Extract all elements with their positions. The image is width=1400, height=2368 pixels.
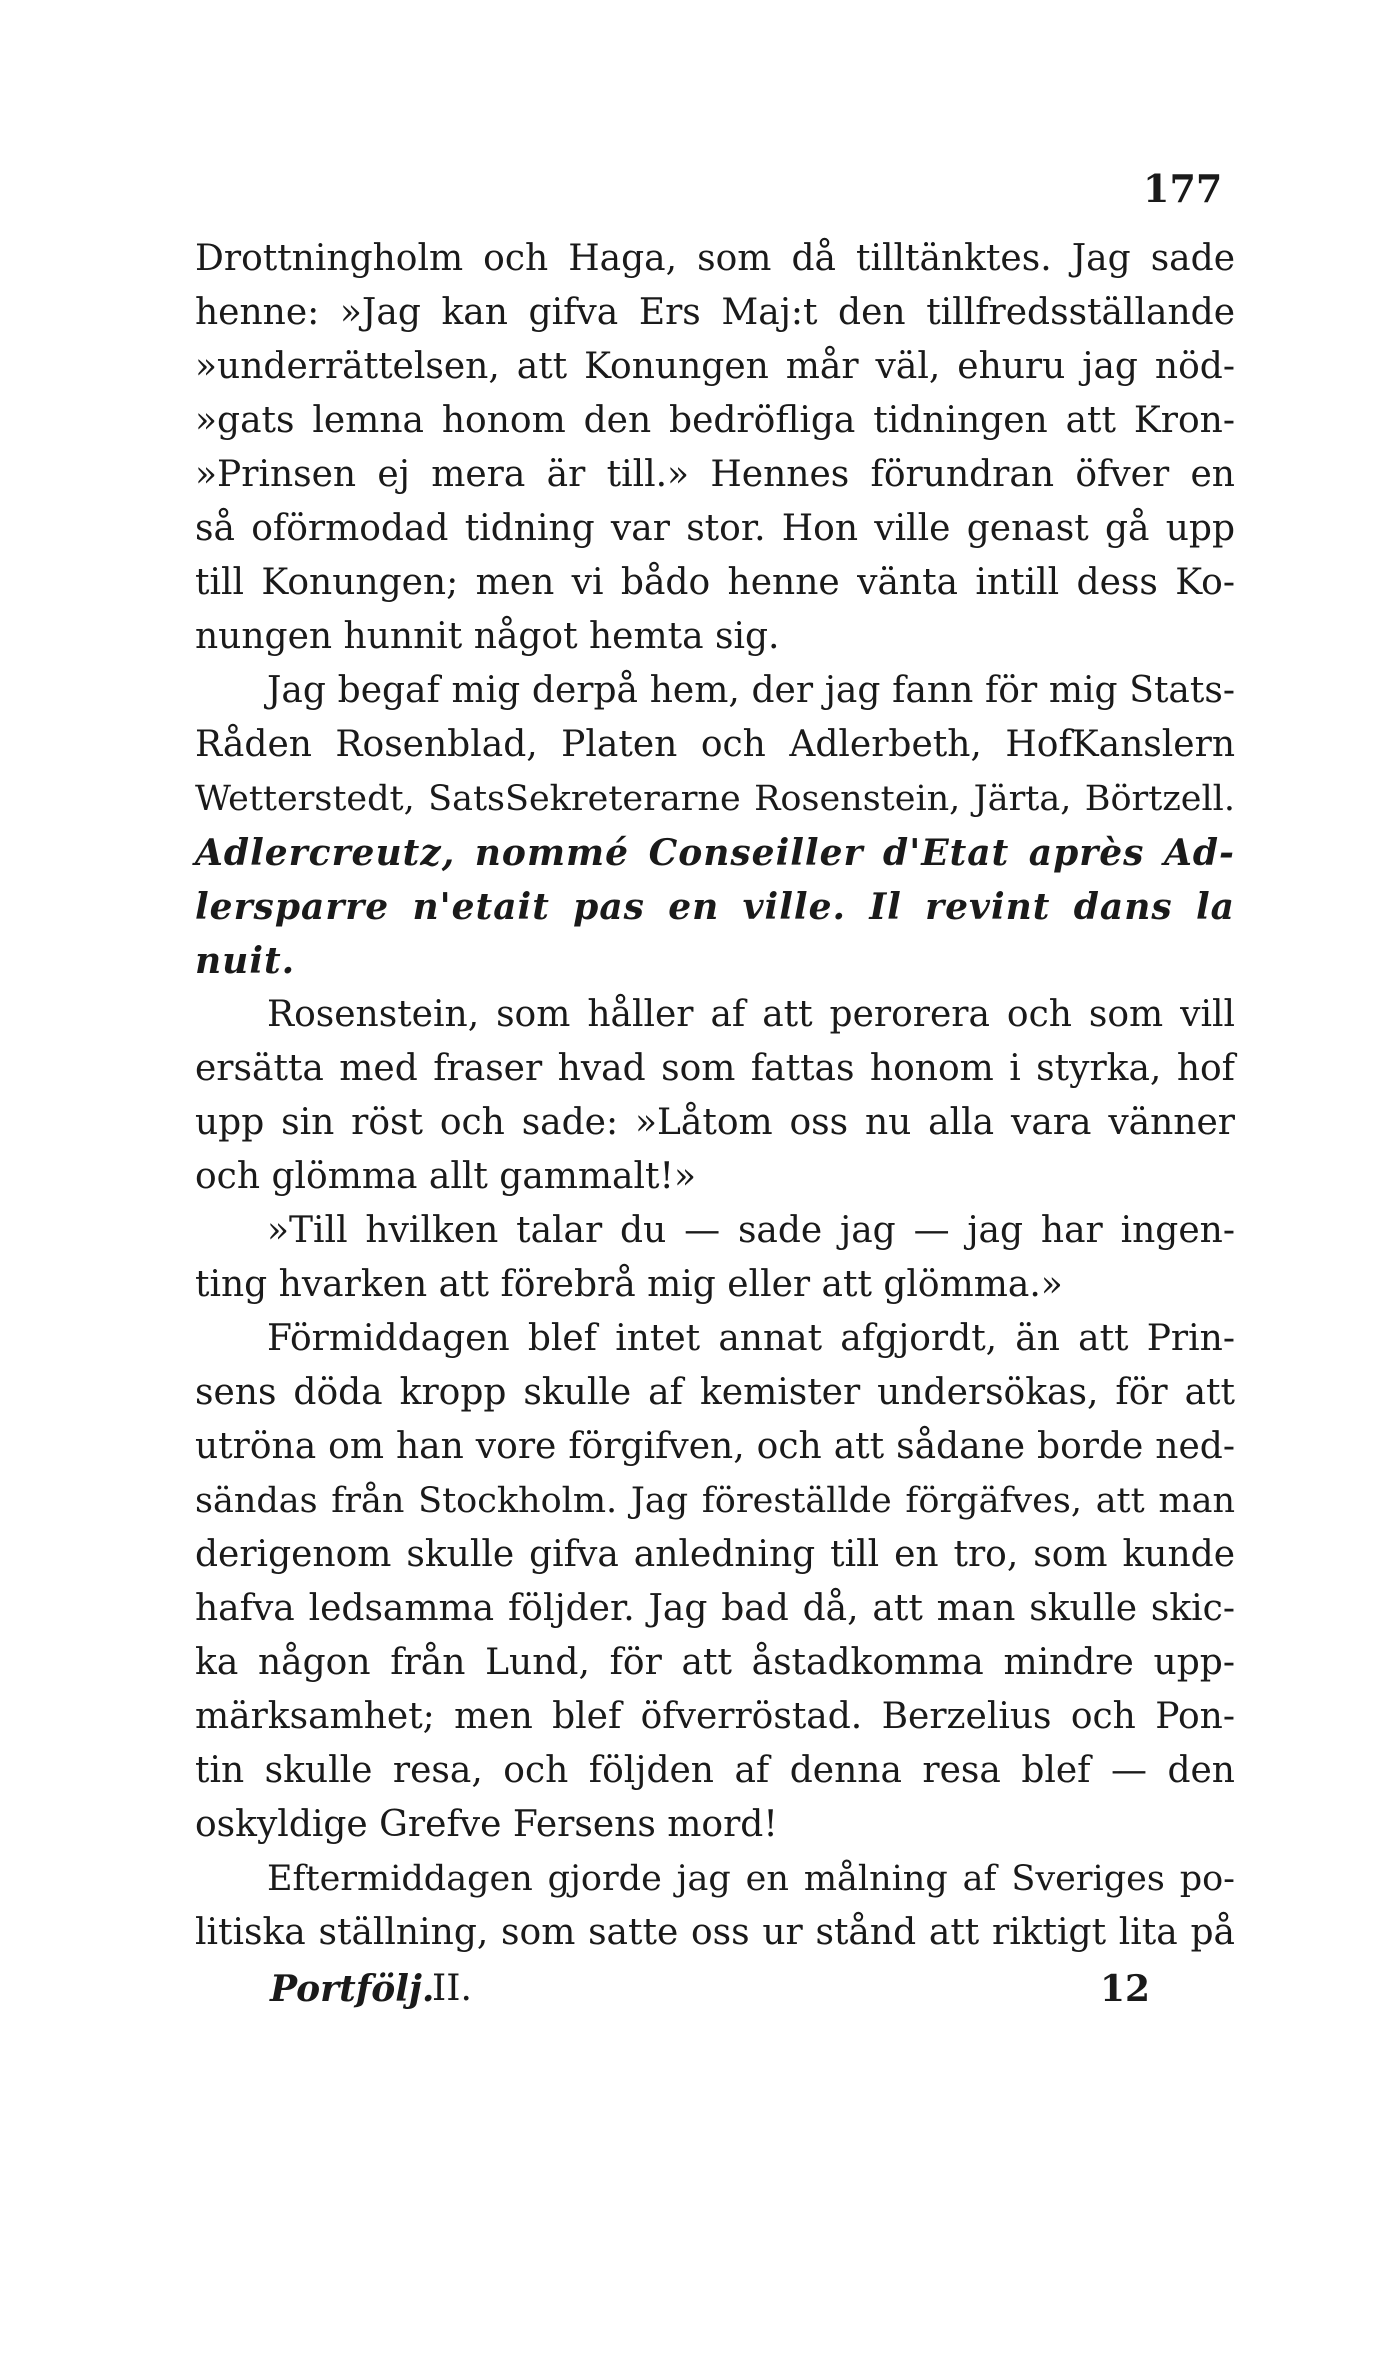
text-line: och glömma allt gammalt!»: [195, 1156, 696, 1197]
text-line: till Konungen; men vi bådo henne vänta intill dess Ko-: [195, 562, 1235, 603]
page-footer: [270, 1962, 1170, 2016]
text-line: tin skulle resa, och följden af denna resa blef — den: [195, 1750, 1235, 1791]
text-line: märksamhet; men blef öfverröstad. Berzelius och Pon-: [195, 1696, 1235, 1737]
footer-volume: II.: [432, 1968, 472, 2009]
text-line: Förmiddagen blef intet annat afgjordt, än att Prin-: [267, 1318, 1235, 1359]
italic-line: lersparre n'etait pas en ville. Il revint dans la: [195, 886, 1235, 928]
text-line: ka någon från Lund, för att åstadkomma mindre upp-: [195, 1642, 1235, 1683]
text-line: hafva ledsamma följder. Jag bad då, att man skulle skic-: [195, 1588, 1235, 1629]
text-line: Råden Rosenblad, Platen och Adlerbeth, HofKanslern: [195, 724, 1235, 765]
text-line: »gats lemna honom den bedröfliga tidningen att Kron-: [195, 400, 1235, 441]
italic-line: Adlercreutz, nommé Conseiller d'Etat après Ad-: [195, 832, 1235, 874]
text-line: utröna om han vore förgifven, och att sådane borde ned-: [195, 1426, 1235, 1467]
footer-sheet-number: 12: [1100, 1968, 1151, 2010]
text-line: sändas från Stockholm. Jag föreställde förgäfves, att man: [195, 1481, 1235, 1521]
text-line: ersätta med fraser hvad som fattas honom i styrka, hof: [195, 1048, 1235, 1089]
text-line: »underrättelsen, att Konungen mår väl, ehuru jag nöd-: [195, 346, 1235, 387]
text-line: Drottningholm och Haga, som då tilltänktes. Jag sade: [195, 238, 1235, 279]
body-text: [195, 232, 1235, 1960]
text-line: Wetterstedt, SatsSekreterarne Rosenstein, Järta, Börtzell.: [195, 779, 1235, 819]
text-line: Rosenstein, som håller af att perorera och som vill: [267, 994, 1235, 1035]
text-line: »Till hvilken talar du — sade jag — jag har ingen-: [267, 1210, 1235, 1251]
italic-line: nuit.: [195, 940, 296, 982]
text-line: ting hvarken att förebrå mig eller att glömma.»: [195, 1264, 1063, 1305]
text-line: upp sin röst och sade: »Låtom oss nu alla vara vänner: [195, 1102, 1235, 1143]
text-line: litiska ställning, som satte oss ur stånd att riktigt lita på: [195, 1912, 1235, 1953]
text-line: henne: »Jag kan gifva Ers Maj:t den tillfredsställande: [195, 292, 1235, 333]
footer-signature: Portfölj.: [270, 1968, 435, 2010]
text-line: Eftermiddagen gjorde jag en målning af Sveriges po-: [267, 1859, 1235, 1899]
page-number: 177: [1143, 166, 1223, 211]
text-line: derigenom skulle gifva anledning till en tro, som kunde: [195, 1534, 1235, 1575]
text-line: så oförmodad tidning var stor. Hon ville genast gå upp: [195, 508, 1235, 549]
text-line: Jag begaf mig derpå hem, der jag fann för mig Stats-: [267, 670, 1235, 711]
text-line: nungen hunnit något hemta sig.: [195, 616, 780, 657]
text-line: »Prinsen ej mera är till.» Hennes förundran öfver en: [195, 454, 1235, 495]
text-line: sens döda kropp skulle af kemister undersökas, för att: [195, 1372, 1235, 1413]
text-line: oskyldige Grefve Fersens mord!: [195, 1804, 778, 1845]
